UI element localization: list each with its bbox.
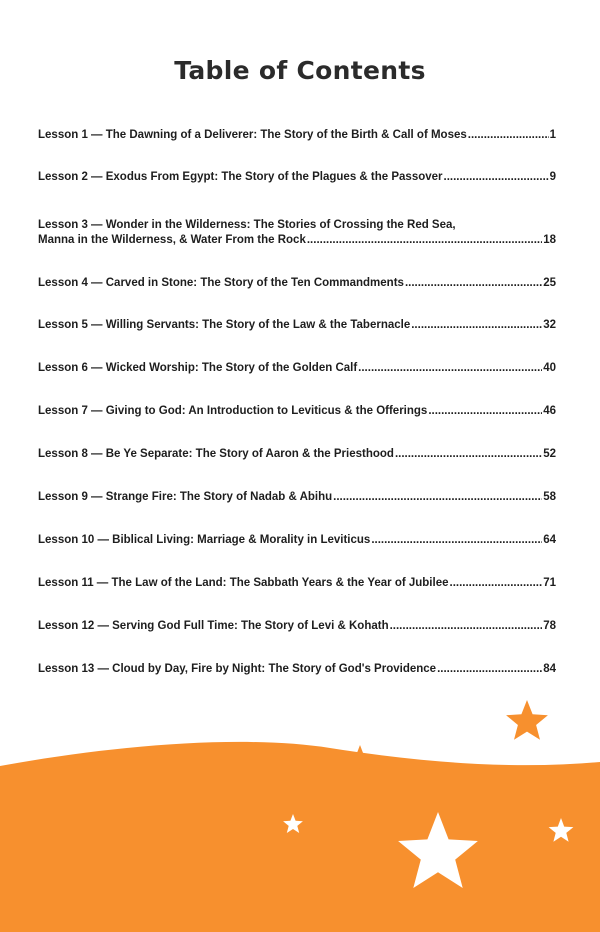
dot-leader [450,576,543,591]
toc-entry[interactable] [38,170,556,185]
toc-entry[interactable] [38,533,556,548]
dot-leader [468,128,549,143]
toc-entry[interactable] [38,404,556,419]
star-icon [506,700,548,740]
toc-entry[interactable] [38,619,556,634]
dot-leader [333,490,542,505]
toc-entry-title: Lesson 9 — Strange Fire: The Story of Nadab & Abihu [38,491,333,503]
toc-page-number: 78 [543,620,556,632]
toc-entry-title-line [38,233,556,248]
dot-leader [307,233,542,248]
dot-leader [428,404,542,419]
dot-leader [395,447,542,462]
toc-entry[interactable] [38,576,556,591]
toc-entry[interactable] [38,361,556,376]
wave-shape [0,742,600,932]
toc-entry-title: Lesson 5 — Willing Servants: The Story of the Law & the Tabernacle [38,319,411,331]
toc-entry-line: Lesson 3 — Wonder in the Wilderness: The Stories of Crossing the Red Sea, [38,219,456,231]
toc-page-number: 18 [543,234,556,246]
toc-entry-title-line [38,318,556,333]
toc-page-number: 71 [543,577,556,589]
dot-leader [411,318,542,333]
toc-entry[interactable] [38,447,556,462]
decorative-footer [0,690,600,932]
toc-page-number: 32 [543,319,556,331]
toc-page-number: 9 [549,171,556,183]
toc-page-number: 58 [543,491,556,503]
toc-entry-title-line [38,361,556,376]
toc-entry-title: Lesson 7 — Giving to God: An Introduction to Leviticus & the Offerings [38,405,428,417]
toc-entry-title-line [38,490,556,505]
dot-leader [358,361,542,376]
toc-entry-title-line [38,276,556,291]
toc-entry[interactable] [38,128,556,143]
toc-entry[interactable] [38,218,556,248]
toc-entry-title: Lesson 4 — Carved in Stone: The Story of the Ten Commandments [38,277,404,289]
toc-entry-title: Lesson 6 — Wicked Worship: The Story of the Golden Calf [38,362,358,374]
toc-page-number: 46 [543,405,556,417]
toc-entry[interactable] [38,662,556,677]
toc-page-number: 52 [543,448,556,460]
toc-entry[interactable] [38,490,556,505]
toc-entry-title: Lesson 1 — The Dawning of a Deliverer: The Story of the Birth & Call of Moses [38,129,467,141]
toc-entry-title: Lesson 13 — Cloud by Day, Fire by Night: The Story of God's Providence [38,663,437,675]
toc-entry[interactable] [38,276,556,291]
toc-page-number: 64 [543,534,556,546]
toc-entry-title-line [38,404,556,419]
toc-entry-title-line [38,619,556,634]
dot-leader [437,662,542,677]
toc-page-number: 40 [543,362,556,374]
toc-page-number: 84 [543,663,556,675]
toc-entry-title: Lesson 11 — The Law of the Land: The Sabbath Years & the Year of Jubilee [38,577,449,589]
toc-entry-title-line [38,533,556,548]
toc-entry-title: Lesson 12 — Serving God Full Time: The Story of Levi & Kohath [38,620,389,632]
page-title: Table of Contents [174,56,426,85]
dot-leader [371,533,542,548]
toc-entry-title: Lesson 2 — Exodus From Egypt: The Story of the Plagues & the Passover [38,171,443,183]
toc-entry-title-line [38,662,556,677]
dot-leader [390,619,543,634]
toc-entry-title-line [38,576,556,591]
toc-page-number: 1 [549,129,556,141]
toc-entry-title-line [38,170,556,185]
dot-leader [444,170,549,185]
toc-entry-title: Lesson 8 — Be Ye Separate: The Story of Aaron & the Priesthood [38,448,394,460]
toc-page-number: 25 [543,277,556,289]
dot-leader [405,276,542,291]
toc-entry-title-line [38,128,556,143]
toc-entry-title: Manna in the Wilderness, & Water From the Rock [38,234,306,246]
toc-entry-title-line [38,447,556,462]
toc-entry[interactable] [38,318,556,333]
toc-entry-title: Lesson 10 — Biblical Living: Marriage & Morality in Leviticus [38,534,371,546]
